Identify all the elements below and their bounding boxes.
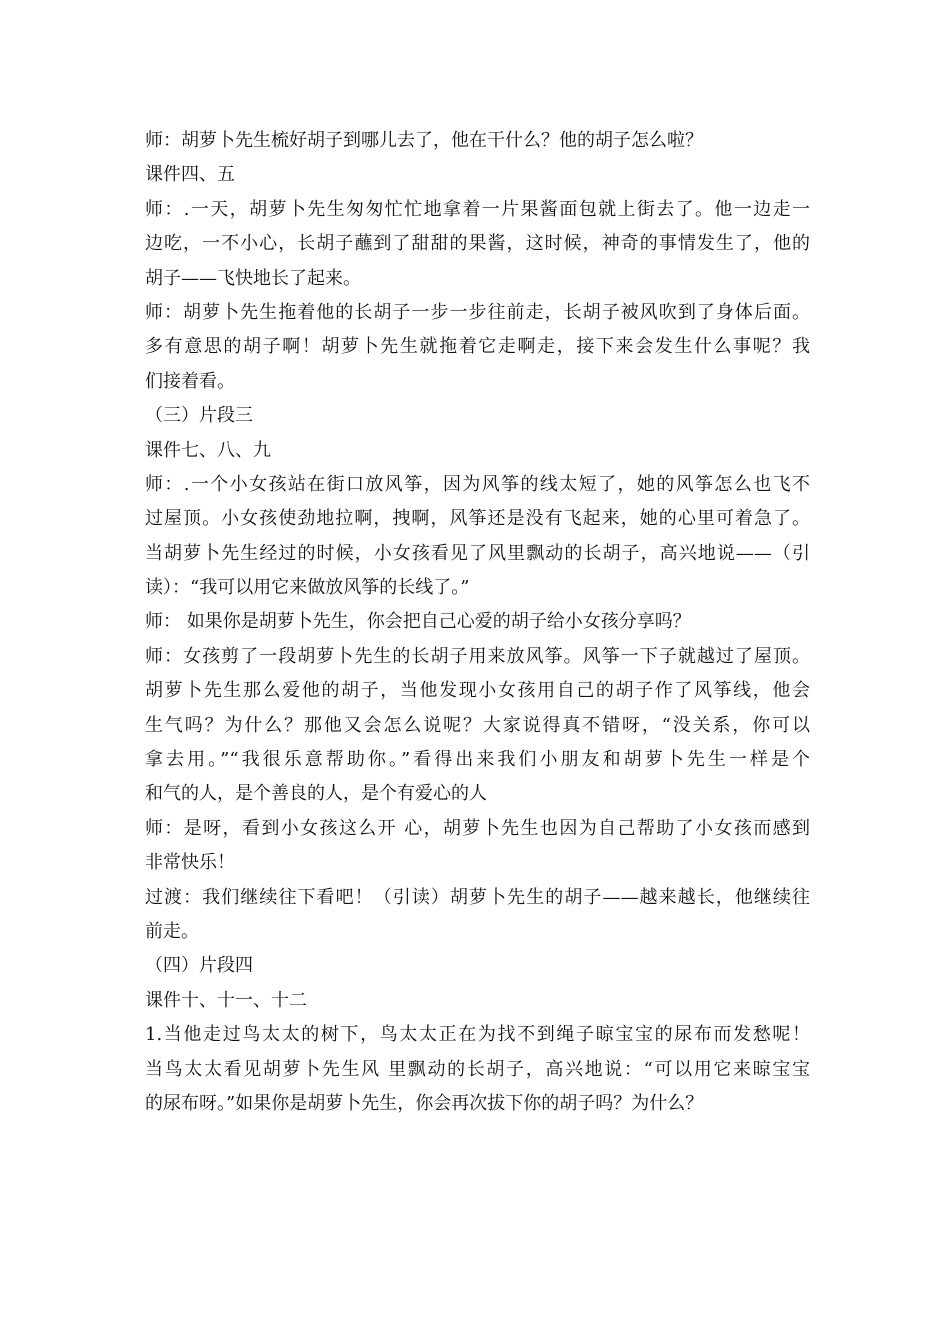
- text-line: 课件四、五: [145, 164, 235, 186]
- text-line: 边吃，一不小心，长胡子蘸到了甜甜的果酱，这时候，神奇的事情发生了，他的: [145, 233, 810, 255]
- text-line: 读）：“我可以用它来做放风筝的长线了。”: [145, 577, 470, 599]
- text-line: 师：是呀，看到小女孩这么开 心，胡萝卜先生也因为自己帮助了小女孩而感到: [145, 817, 810, 839]
- text-line: 过屋顶。小女孩使劲地拉啊，拽啊，风筝还是没有飞起来，她的心里可着急了。: [145, 508, 810, 530]
- text-line: 当胡萝卜先生经过的时候，小女孩看见了风里飘动的长胡子，高兴地说——（引: [145, 542, 810, 564]
- text-line: 过渡：我们继续往下看吧！（引读）胡萝卜先生的胡子——越来越长，他继续往: [145, 886, 810, 908]
- text-line: 胡子——飞快地长了起来。: [145, 267, 361, 289]
- text-line: 师：.一天，胡萝卜先生匆匆忙忙地拿着一片果酱面包就上街去了。他一边走一: [145, 198, 810, 220]
- text-line: 胡萝卜先生那么爱他的胡子，当他发现小女孩用自己的胡子作了风筝线，他会: [145, 680, 810, 702]
- text-line: 师：女孩剪了一段胡萝卜先生的长胡子用来放风筝。风筝一下子就越过了屋顶。: [145, 645, 810, 667]
- text-line: 当鸟太太看见胡萝卜先生风 里飘动的长胡子，高兴地说：“可以用它来晾宝宝: [145, 1058, 810, 1080]
- section-heading: （四）片段四: [145, 955, 253, 977]
- section-heading: （三）片段三: [145, 405, 253, 427]
- text-line: 多有意思的胡子啊！胡萝卜先生就拖着它走啊走，接下来会发生什么事呢？我: [145, 336, 810, 358]
- text-line: 拿去用。”“我很乐意帮助你。”看得出来我们小朋友和胡萝卜先生一样是个: [145, 749, 810, 771]
- text-line: 生气吗？为什么？那他又会怎么说呢？大家说得真不错呀，“没关系，你可以: [145, 714, 810, 736]
- text-line: 非常快乐！: [145, 852, 235, 874]
- text-line: 的尿布呀。”如果你是胡萝卜先生，你会再次拔下你的胡子吗？为什么？: [145, 1092, 704, 1114]
- text-line: 课件十、十一、十二: [145, 989, 307, 1011]
- text-line: 师：.一个小女孩站在街口放风筝，因为风筝的线太短了，她的风筝怎么也飞不: [145, 473, 810, 495]
- text-line: 1.当他走过鸟太太的树下，鸟太太正在为找不到绳子晾宝宝的尿布而发愁呢！: [145, 1024, 810, 1046]
- text-line: 师：胡萝卜先生梳好胡子到哪儿去了，他在干什么？他的胡子怎么啦？: [145, 130, 703, 151]
- text-line: 师： 如果你是胡萝卜先生，你会把自己心爱的胡子给小女孩分享吗？: [145, 611, 691, 633]
- text-line: 课件七、八、九: [145, 439, 271, 461]
- text-line: 前走。: [145, 920, 199, 942]
- text-line: 师：胡萝卜先生拖着他的长胡子一步一步往前走，长胡子被风吹到了身体后面。: [145, 301, 810, 323]
- text-line: 和气的人，是个善良的人，是个有爱心的人: [145, 783, 487, 805]
- text-line: 们接着看。: [145, 370, 235, 392]
- document-body: [145, 124, 810, 1121]
